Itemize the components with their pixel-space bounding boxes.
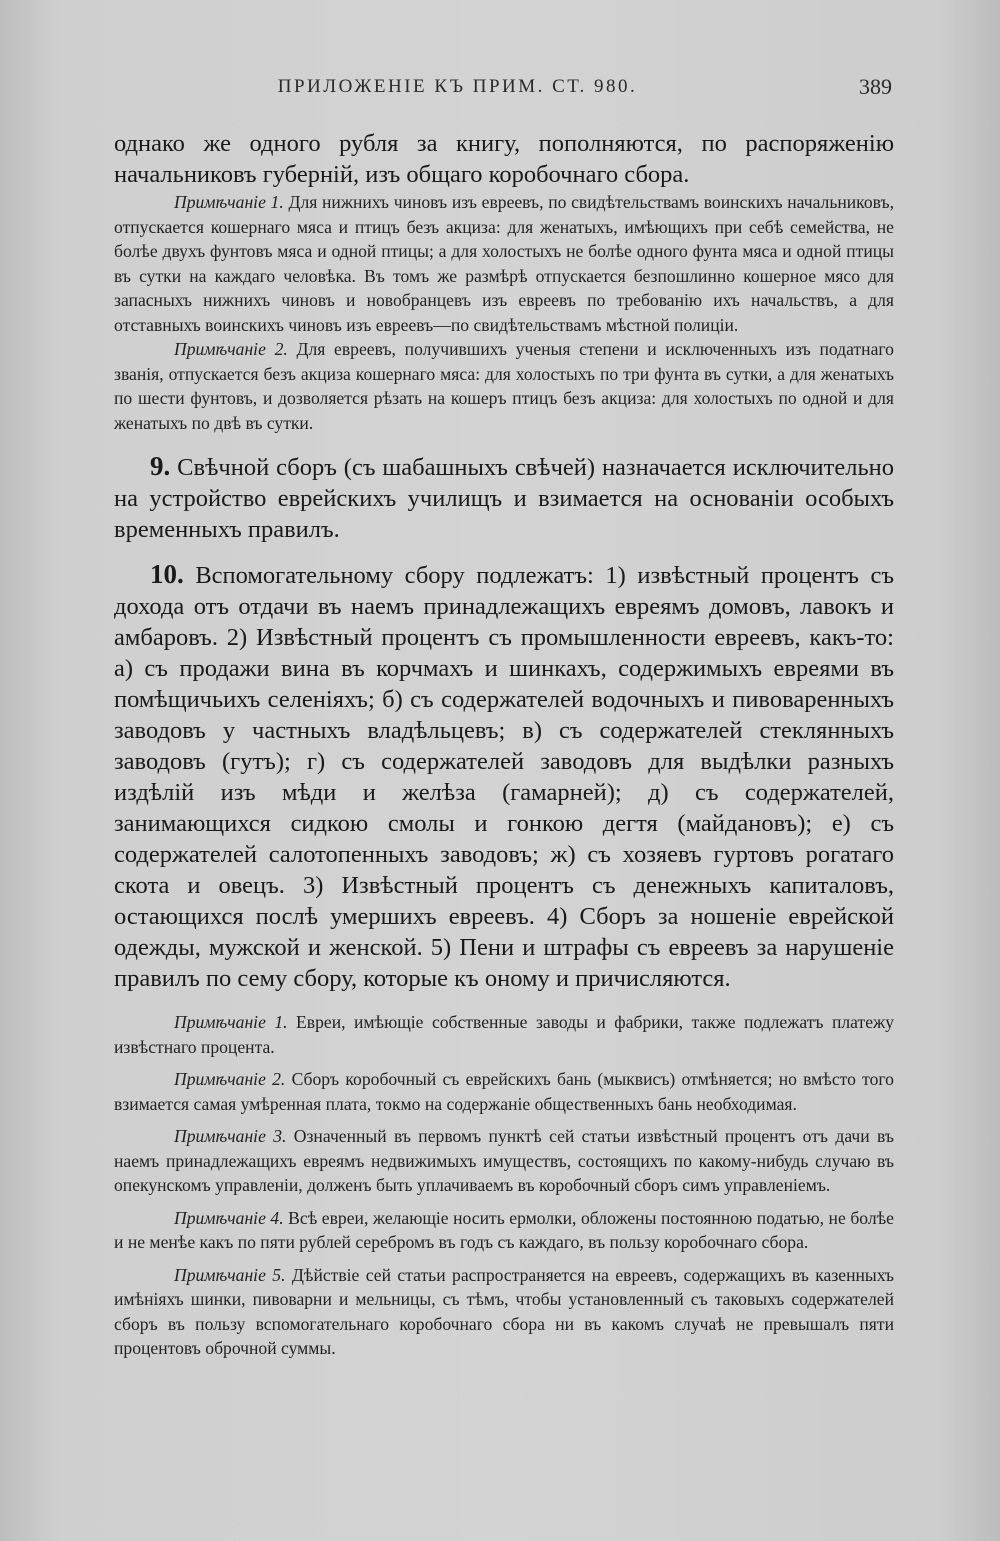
page-header bbox=[0, 72, 1000, 102]
note bbox=[114, 1263, 894, 1361]
article-9 bbox=[114, 451, 894, 545]
note-text: Евреи, имѣющіе собственные заводы и фабрики, также подлежатъ платежу извѣстнаго процента. bbox=[114, 1012, 894, 1057]
note bbox=[114, 1010, 894, 1059]
note bbox=[114, 1067, 894, 1116]
note-text: Для нижнихъ чиновъ изъ евреевъ, по свидѣтельствамъ воинскихъ начальниковъ, отпускается кошернаго мяса и птицъ безъ акциза: для женатыхъ, имѣющихъ при себѣ семейства, не болѣе двухъ фунтовъ мяса и одной птицы; а для холостыхъ не болѣе одного фунта мяса и одной птицы въ сутки на каждаго человѣка. Въ томъ же размѣрѣ отпускается безпошлинно кошерное мясо для запасныхъ нижнихъ чиновъ и новобранцевъ изъ евреевъ по требованію ихъ начальствъ, а для отставныхъ воинскихъ чиновъ изъ евреевъ—по свидѣтельствамъ мѣстной полиціи. bbox=[114, 192, 894, 335]
note bbox=[114, 337, 894, 435]
article-text: Свѣчной сборъ (съ шабашныхъ свѣчей) назначается исключительно на устройство еврейскихъ училищъ и взимается на основаніи особыхъ временныхъ правилъ. bbox=[114, 454, 894, 543]
note-label: Примѣчаніе 5. bbox=[174, 1264, 286, 1285]
page-body bbox=[114, 128, 894, 1369]
running-title: ПРИЛОЖЕНІЕ КЪ ПРИМ. СТ. 980. bbox=[277, 76, 638, 97]
page-number: 389 bbox=[859, 74, 892, 99]
note-label: Примѣчаніе 3. bbox=[174, 1126, 287, 1146]
note-text: Для евреевъ, получившихъ ученыя степени и исключенныхъ изъ податнаго званія, отпускается безъ акциза кошернаго мяса: для холостыхъ по три фунта въ сутки, а для женатыхъ по шести фунтовъ, и дозволяется рѣзать на кошеръ птицъ безъ акциза: для холостыхъ по одной и для женатыхъ по двѣ въ сутки. bbox=[114, 339, 894, 433]
notes-group-a bbox=[114, 190, 894, 435]
article-10 bbox=[114, 559, 894, 994]
notes-group-b bbox=[114, 1010, 894, 1361]
note-text: Дѣйствіе сей статьи распространяется на евреевъ, содержащихъ въ казенныхъ имѣніяхъ шинки, пивоварни и мельницы, съ тѣмъ, чтобы установленный съ таковыхъ содержателей сборъ въ пользу вспомогательнаго коробочнаго сбора ни въ какомъ случаѣ не превышалъ пяти процентовъ оброчной суммы. bbox=[114, 1264, 894, 1358]
note-text: Сборъ коробочный съ еврейскихъ бань (мыквисъ) отмѣняется; но вмѣсто того взимается самая умѣренная плата, токмо на содержаніе общественныхъ бань необходимая. bbox=[114, 1069, 894, 1114]
note bbox=[114, 1206, 894, 1255]
note-label: Примѣчаніе 1. bbox=[174, 1012, 288, 1032]
note-text: Всѣ евреи, желающіе носить ермолки, обложены постоянною податью, не болѣе и не менѣе какъ по пяти рублей серебромъ въ годъ съ каждаго, въ пользу коробочнаго сбора. bbox=[114, 1207, 894, 1252]
article-number: 9. bbox=[150, 451, 171, 481]
note bbox=[114, 190, 894, 337]
note-label: Примѣчаніе 4. bbox=[174, 1207, 284, 1228]
article-number: 10. bbox=[150, 559, 184, 589]
article-text: Вспомогательному сбору подлежатъ: 1) извѣстный процентъ съ дохода отъ отдачи въ наемъ принадлежащихъ евреямъ домовъ, лавокъ и амбаровъ. 2) Извѣстный процентъ съ промышленности евреевъ, какъ-то: а) съ продажи вина въ корчмахъ и шинкахъ, содержимыхъ евреями въ помѣщичьихъ селеніяхъ; б) съ содержателей водочныхъ и пивоваренныхъ заводовъ у частныхъ владѣльцевъ; в) съ содержателей стеклянныхъ заводовъ (гутъ); г) съ содержателей заводовъ для выдѣлки разныхъ издѣлій изъ мѣди и желѣза (гамарней); д) съ содержателей, занимающихся сидкою смолы и гонкою дегтя (майдановъ); е) съ содержателей салотопенныхъ заводовъ; ж) съ хозяевъ гуртовъ рогатаго скота и овецъ. 3) Извѣстный процентъ съ денежныхъ капиталовъ, остающихся послѣ умершихъ евреевъ. 4) Сборъ за ношеніе еврейской одежды, мужской и женской. 5) Пени и штрафы съ евреевъ за нарушеніе правилъ по сему сбору, которые къ оному и причисляются. bbox=[114, 562, 895, 992]
note-label: Примѣчаніе 1. bbox=[174, 192, 284, 212]
note-text: Означенный въ первомъ пунктѣ сей статьи извѣстный процентъ отъ дачи въ наемъ принадлежащихъ евреямъ недвижимыхъ имуществъ, состоящихъ по какому-нибудь случаю въ опекунскомъ управленіи, долженъ быть уплачиваемъ въ коробочный сборъ симъ управленіемъ. bbox=[114, 1126, 894, 1195]
note-label: Примѣчаніе 2. bbox=[174, 1069, 286, 1089]
intro-paragraph: однако же одного рубля за книгу, пополняются, по распоряженію начальниковъ губерній, изъ общаго коробочнаго сбора. bbox=[114, 130, 894, 188]
note bbox=[114, 1124, 894, 1198]
note-label: Примѣчаніе 2. bbox=[174, 339, 288, 359]
